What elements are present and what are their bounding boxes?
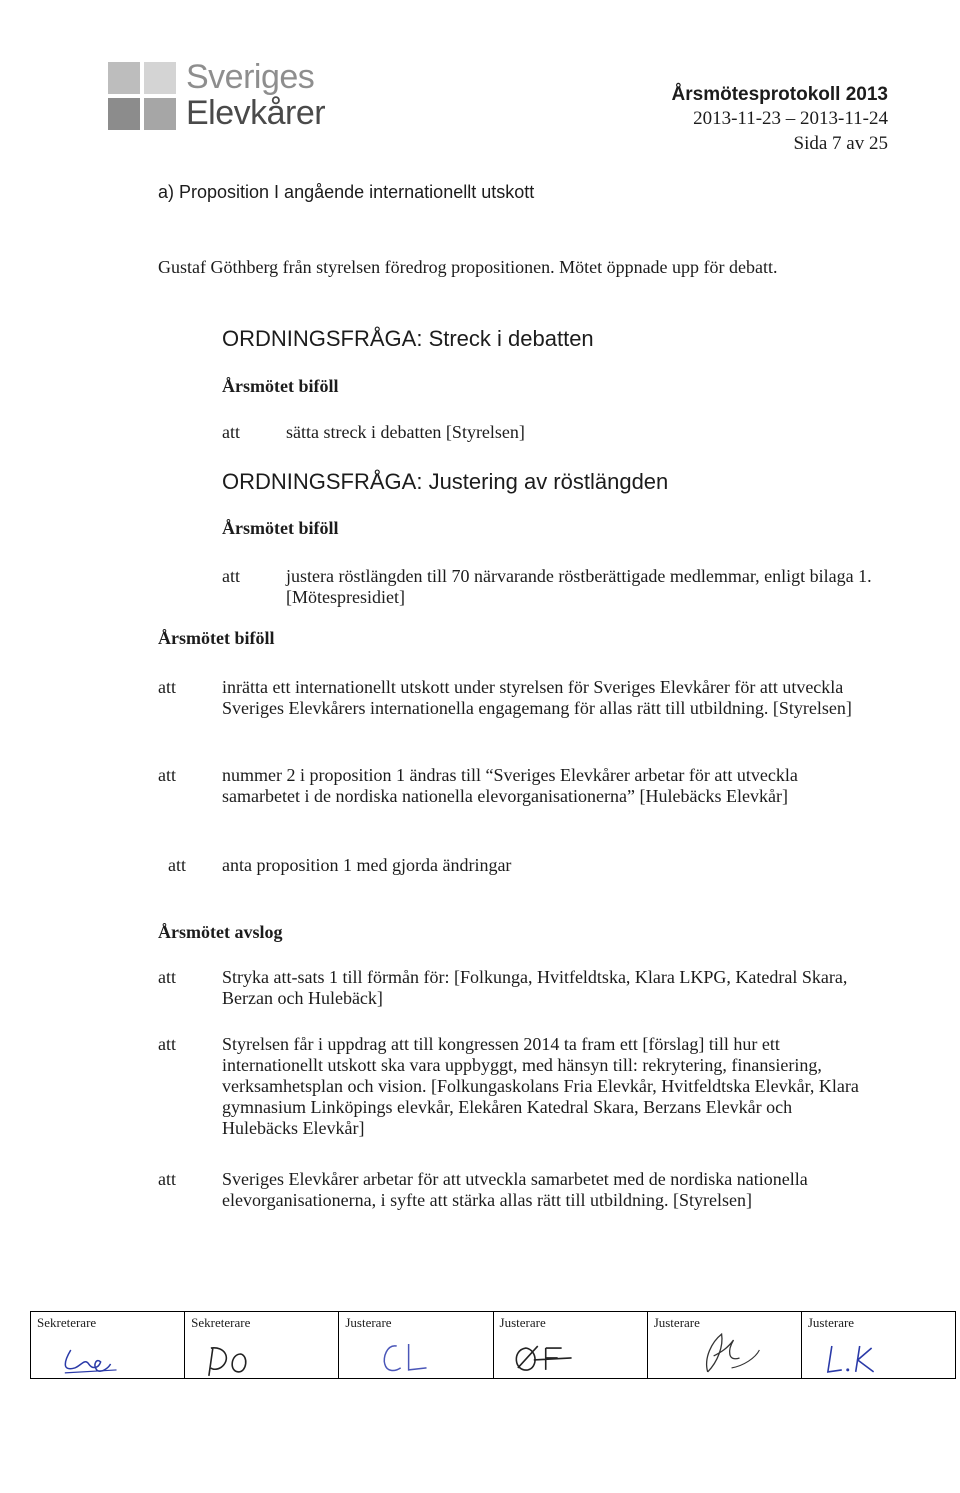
- signature-cell: [648, 1312, 802, 1378]
- motion-text: inrätta ett internationellt utskott under styrelsen för Sveriges Elevkårer för att utveckla Sveriges Elevkårers internationella engagemang för allas rätt till utbildning. [Styrelsen]: [222, 677, 852, 718]
- att-label: att: [168, 855, 186, 875]
- handwritten-signature: [494, 1328, 647, 1378]
- motion-text: sätta streck i debatten [Styrelsen]: [286, 422, 525, 442]
- decision-label: Årsmötet avslog: [158, 922, 283, 942]
- att-label: att: [158, 1169, 176, 1189]
- page-number: Sida 7 av 25: [793, 133, 888, 154]
- signature-role: Justerare: [499, 1315, 546, 1330]
- motion-text: Sveriges Elevkårer arbetar för att utveckla samarbetet med de nordiska nationella elevorganisationerna, i syfte att stärka allas rätt till utbildning. [Styrelsen]: [222, 1169, 808, 1210]
- meeting-dates: 2013-11-23 – 2013-11-24: [693, 108, 888, 129]
- signature-role: Sekreterare: [191, 1315, 251, 1330]
- signature-role: Sekreterare: [37, 1315, 97, 1330]
- handwritten-signature: [802, 1328, 955, 1378]
- att-label: att: [158, 1034, 176, 1054]
- signature-role: Justerare: [807, 1315, 855, 1330]
- signature-cell: [802, 1312, 955, 1378]
- motion-text: Stryka att-sats 1 till förmån för: [Folkunga, Hvitfeldtska, Klara LKPG, Katedral Skara, Berzan och Hulebäck]: [222, 967, 848, 1008]
- handwritten-signature: [31, 1328, 184, 1378]
- signature-cell: [494, 1312, 648, 1378]
- logo-text-line2: Elevkårer: [186, 94, 326, 132]
- section-heading: a) Proposition I angående internationellt utskott: [158, 182, 535, 202]
- signature-table: [30, 1311, 956, 1379]
- decision-label: Årsmötet biföll: [222, 376, 339, 396]
- decision-label: Årsmötet biföll: [222, 518, 339, 538]
- logo-text-line1: Sveriges: [186, 58, 315, 96]
- logo-square-icon: [144, 98, 176, 130]
- intro-paragraph: Gustaf Göthberg från styrelsen föredrog propositionen. Mötet öppnade upp för debatt.: [158, 257, 778, 277]
- motion-text: Styrelsen får i uppdrag att till kongressen 2014 ta fram ett [förslag] till hur ett internationellt utskott ska vara uppbyggt, med hänsyn till: rekrytering, finansiering, verksamhetsplan och vision. [Folkungaskolans Fria Elevkår, Hvitfeldtska Elevkår, Klara gymnasium Linköpings elevkår, Elekåren Katedral Skara, Berzans Elevkår och Hulebäcks Elevkår]: [222, 1034, 859, 1138]
- att-label: att: [222, 566, 240, 586]
- signature-role: Justerare: [653, 1315, 700, 1330]
- order-question-heading: ORDNINGSFRÅGA: Streck i debatten: [222, 326, 594, 351]
- logo-square-icon: [108, 98, 140, 130]
- att-label: att: [158, 677, 176, 697]
- logo-square-icon: [108, 62, 140, 94]
- motion-text: justera röstlängden till 70 närvarande röstberättigade medlemmar, enligt bilaga 1. [Mötespresidiet]: [286, 566, 872, 607]
- handwritten-signature: [339, 1328, 492, 1378]
- signature-cell: [339, 1312, 493, 1378]
- att-label: att: [158, 967, 176, 987]
- att-label: att: [158, 765, 176, 785]
- motion-text: anta proposition 1 med gjorda ändringar: [222, 855, 512, 875]
- att-label: att: [222, 422, 240, 442]
- signature-cell: [31, 1312, 185, 1378]
- handwritten-signature: [185, 1328, 338, 1378]
- signature-cell: [185, 1312, 339, 1378]
- decision-label: Årsmötet biföll: [158, 628, 275, 648]
- motion-text: nummer 2 i proposition 1 ändras till “Sveriges Elevkårer arbetar för att utveckla samarbetet i de nordiska nationella elevorganisationerna” [Hulebäcks Elevkår]: [222, 765, 798, 806]
- handwritten-signature: [648, 1328, 801, 1378]
- document-title: Årsmötesprotokoll 2013: [671, 84, 888, 105]
- logo-square-icon: [144, 62, 176, 94]
- order-question-heading: ORDNINGSFRÅGA: Justering av röstlängden: [222, 469, 669, 494]
- signature-role: Justerare: [345, 1315, 392, 1330]
- organization-logo: [108, 58, 408, 134]
